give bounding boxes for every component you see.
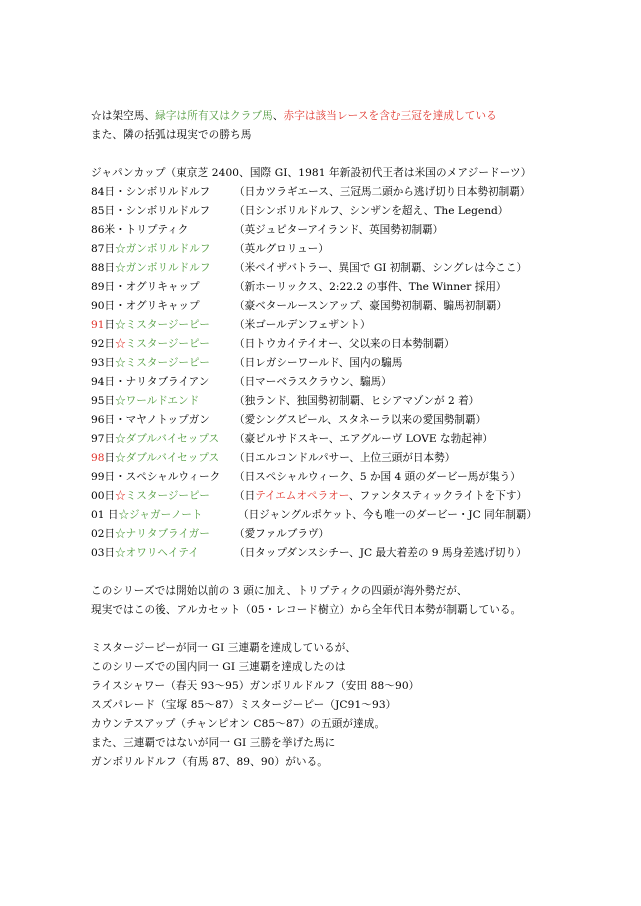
paragraph-2-line-5: カウンテスアップ（チャンピオン C85～87）の五頭が達成。 [91, 718, 386, 730]
winner-year: 95 [91, 395, 105, 407]
legend-segment: 赤字は該当レースを含む三冠を達成している [283, 110, 497, 122]
winner-name: スペシャルウィーク [125, 471, 221, 483]
note-segment: テイエムオペラオー [255, 490, 349, 502]
note-segment: （米ペイザバトラー、異国で GI 初制覇、シングレは今ここ） [234, 262, 528, 274]
winner-prefix: 日 [104, 452, 116, 464]
winner-name: オグリキャップ [125, 281, 200, 293]
note-segment: （独ランド、独国勢初制覇、ヒシアマゾンが 2 着） [234, 395, 480, 407]
real-winner-note [234, 335, 455, 354]
note-segment: （豪ベタールースンアップ、豪国勢初制覇、騸馬初制覇） [234, 300, 508, 312]
note-segment: （新ホーリックス、2:22.2 の事件、The Winner 採用） [234, 281, 507, 293]
winner-year: 90 [91, 300, 105, 312]
legend-line-1 [91, 107, 621, 126]
winner-year: 97 [91, 433, 105, 445]
winner-year: 85 [91, 205, 105, 217]
note-segment: （日シンボリルドルフ、シンザンを超え、The Legend） [234, 205, 509, 217]
winner-row [91, 221, 621, 240]
note-segment: （日ジャングルポケット、今も唯一のダービー・JC 同年制覇） [238, 509, 538, 521]
winner-prefix: 日・ [104, 205, 126, 217]
winner-row [91, 468, 621, 487]
winner-name: ☆ワールドエンド [115, 395, 200, 407]
winner-year: 89 [91, 281, 105, 293]
real-winner-note [234, 354, 402, 373]
winner-name: ☆ガンボリルドルフ [115, 262, 211, 274]
paragraph-2-line-7: ガンボリルドルフ（有馬 87、89、90）がいる。 [91, 756, 328, 768]
winner-prefix: 日 [104, 395, 116, 407]
winner-name: ☆ミスタージーピー [115, 319, 210, 331]
winner-name: トリプティク [125, 224, 189, 236]
legend-segment: 、 [272, 110, 284, 122]
winner-prefix: 日 [104, 509, 119, 521]
winner-name: ナリタブライアン [125, 376, 210, 388]
winner-prefix: 日・ [104, 414, 126, 426]
winner-prefix: 日 [104, 357, 116, 369]
winner-row [91, 506, 621, 525]
winner-row [91, 373, 621, 392]
winner-prefix: 日 [104, 547, 116, 559]
winner-year: 02 [91, 528, 105, 540]
winner-name: シンボリルドルフ [125, 186, 211, 198]
winner-year: 00 [91, 490, 105, 502]
spacer [91, 563, 621, 582]
note-segment: （愛シングスピール、スタネーラ以来の愛国勢制覇） [234, 414, 487, 426]
fictional-star-icon: ☆ [115, 490, 126, 502]
winner-prefix: 日・ [104, 300, 126, 312]
winner-row [91, 297, 621, 316]
winner-row [91, 316, 621, 335]
real-winner-note [238, 506, 537, 525]
winner-row [91, 544, 621, 563]
real-winner-note [234, 411, 486, 430]
winner-row [91, 449, 621, 468]
note-segment: （日タップダンスシチー、JC 最大着差の 9 馬身差逃げ切り） [234, 547, 527, 559]
winner-prefix: 日・ [104, 471, 126, 483]
winner-row [91, 430, 621, 449]
winner-name: ☆ジャガーノート [118, 509, 203, 521]
paragraph-2-line-2: このシリーズでの国内同一 GI 三連覇を達成したのは [91, 661, 346, 673]
note-segment: （日エルコンドルパサー、上位三頭が日本勢） [234, 452, 456, 464]
winner-name: オグリキャップ [125, 300, 200, 312]
paragraph-1-line-2: 現実ではこの後、アルカセット（05・レコード樹立）から全年代日本勢が制覇している。 [91, 604, 522, 616]
winner-year: 01 [91, 509, 105, 521]
fictional-star-icon: ☆ [115, 338, 126, 350]
winner-prefix: 日 [104, 262, 116, 274]
note-segment: （愛ファルブラヴ） [234, 528, 330, 540]
winner-name: シンボリルドルフ [125, 205, 211, 217]
note-segment: （日カツラギエース、三冠馬二頭から逃げ切り日本勢初制覇） [234, 186, 531, 198]
winner-row [91, 392, 621, 411]
winner-name: ミスタージーピー [125, 490, 210, 502]
winner-year: 99 [91, 471, 105, 483]
winner-row [91, 525, 621, 544]
winners-list [91, 183, 621, 563]
real-winner-note [234, 297, 507, 316]
winner-prefix: 日・ [104, 186, 126, 198]
winner-name: ☆ダブルバイセップス [115, 452, 220, 464]
winner-name: ☆ナリタブライガー [115, 528, 210, 540]
winner-row [91, 183, 621, 202]
winner-name: ミスタージーピー [125, 338, 210, 350]
winner-name: マヤノトップガン [125, 414, 210, 426]
winner-row [91, 354, 621, 373]
winner-prefix: 日 [104, 338, 116, 350]
note-segment: （日レガシーワールド、国内の騸馬 [234, 357, 403, 369]
real-winner-note [234, 544, 527, 563]
winner-year: 87 [91, 243, 105, 255]
winner-year: 96 [91, 414, 105, 426]
winner-year: 93 [91, 357, 105, 369]
real-winner-note [234, 468, 521, 487]
note-segment: （日スペシャルウィーク、5 か国 4 頭のダービー馬が集う） [234, 471, 521, 483]
winner-year: 84 [91, 186, 105, 198]
winner-year: 94 [91, 376, 105, 388]
winner-prefix: 日・ [104, 376, 126, 388]
note-segment: （日マーベラスクラウン、騸馬） [234, 376, 392, 388]
real-winner-note [234, 373, 392, 392]
real-winner-note [234, 525, 329, 544]
real-winner-note [234, 259, 527, 278]
real-winner-note [234, 183, 530, 202]
legend-segment: ☆は架空馬、 [91, 110, 156, 122]
winner-prefix: 米・ [104, 224, 126, 236]
winner-name: ☆ガンボリルドルフ [115, 243, 211, 255]
paragraph-1-line-1: このシリーズでは開始以前の 3 頭に加え、トリプティクの四頭が海外勢だが、 [91, 585, 468, 597]
real-winner-note [234, 392, 479, 411]
winner-prefix: 日・ [104, 281, 126, 293]
real-winner-note [234, 316, 371, 335]
winner-prefix: 日 [104, 528, 116, 540]
winner-year: 91 [91, 319, 105, 331]
winner-name: ☆ダブルバイセップス [115, 433, 220, 445]
real-winner-note [234, 449, 455, 468]
winner-prefix: 日 [104, 243, 116, 255]
spacer [91, 145, 621, 164]
note-segment: （日 [234, 490, 256, 502]
paragraph-2-line-4: スズパレード（宝塚 85～87）ミスタージーピー（JC91～93） [91, 699, 397, 711]
paragraph-2-line-3: ライスシャワー（春天 93～95）ガンボリルドルフ（安田 88～90） [91, 680, 420, 692]
real-winner-note [234, 221, 443, 240]
winner-year: 98 [91, 452, 105, 464]
note-segment: 、ファンタスティックライトを下す） [348, 490, 528, 502]
winner-row [91, 487, 621, 506]
race-header: ジャパンカップ（東京芝 2400、国際 GI、1981 年新設初代王者は米国のメアジードーツ） [91, 167, 532, 179]
winner-prefix: 日 [104, 319, 116, 331]
winner-year: 88 [91, 262, 105, 274]
legend-segment: 緑字は所有又はクラブ馬 [155, 110, 273, 122]
note-segment: （日トウカイテイオー、父以来の日本勢制覇） [234, 338, 455, 350]
paragraph-2-line-6: また、三連覇ではないが同一 GI 三勝を挙げた馬に [91, 737, 336, 749]
note-segment: （英ルグロリュー） [234, 243, 329, 255]
winner-row [91, 202, 621, 221]
winner-year: 86 [91, 224, 105, 236]
note-segment: （豪ピルサドスキー、エアグルーヴ LOVE な勃起神） [234, 433, 493, 445]
real-winner-note [234, 278, 507, 297]
winner-year: 92 [91, 338, 105, 350]
winner-prefix: 日 [104, 433, 116, 445]
winner-row [91, 335, 621, 354]
winner-name: ☆オワリヘイテイ [115, 547, 199, 559]
document-body [91, 107, 621, 772]
winner-row [91, 240, 621, 259]
real-winner-note [234, 487, 527, 506]
winner-row [91, 411, 621, 430]
paragraph-2-line-1: ミスタージーピーが同一 GI 三連覇を達成しているが、 [91, 642, 357, 654]
winner-prefix: 日 [104, 490, 116, 502]
legend-line-2: また、隣の括弧は現実での勝ち馬 [91, 129, 252, 141]
winner-row [91, 259, 621, 278]
real-winner-note [234, 202, 508, 221]
winner-year: 03 [91, 547, 105, 559]
note-segment: （米ゴールデンフェザント） [234, 319, 371, 331]
real-winner-note [234, 240, 329, 259]
winner-row [91, 278, 621, 297]
note-segment: （英ジュピターアイランド、英国勢初制覇） [234, 224, 444, 236]
spacer [91, 620, 621, 639]
real-winner-note [234, 430, 493, 449]
winner-name: ☆ミスタージーピー [115, 357, 210, 369]
